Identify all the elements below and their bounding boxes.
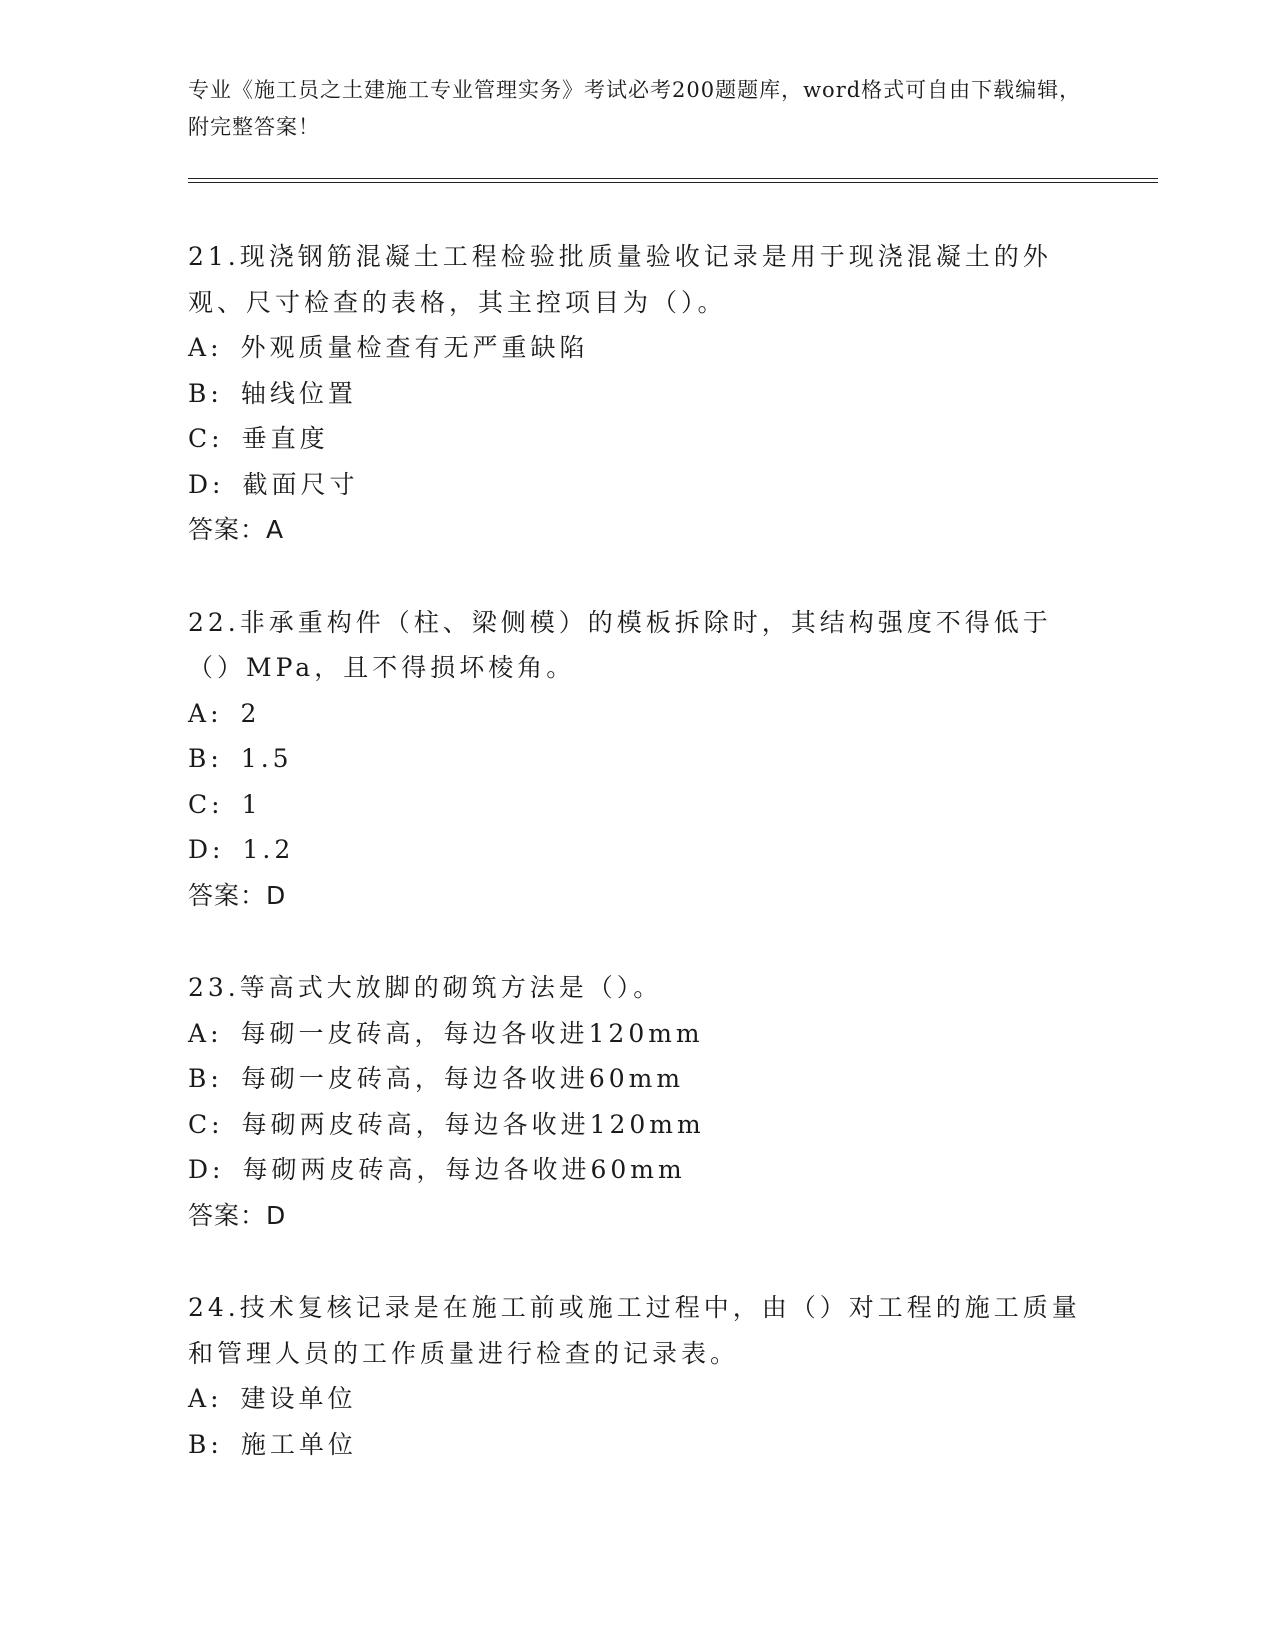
- option-a: [188, 1011, 1088, 1057]
- question-item: [188, 600, 1088, 919]
- option-c: [188, 1102, 1088, 1148]
- option-text: 截面尺寸: [242, 469, 359, 499]
- option-key: A: [188, 333, 211, 362]
- option-b: [188, 371, 1088, 417]
- option-text: 1.2: [242, 835, 295, 864]
- option-a: [188, 691, 1088, 737]
- option-separator: :: [211, 789, 224, 819]
- answer-line: 答案：D: [188, 1200, 287, 1230]
- option-separator: :: [210, 378, 223, 408]
- option-c: [188, 782, 1088, 828]
- option-key: B: [188, 1064, 211, 1093]
- option-text: 1.5: [240, 744, 293, 773]
- option-text: 2: [240, 698, 261, 728]
- question-list: [188, 234, 1088, 1514]
- question-stem: 23.等高式大放脚的砌筑方法是（）。: [188, 973, 663, 1002]
- option-separator: :: [212, 835, 225, 864]
- question-stem: 21.现浇钢筋混凝土工程检验批质量验收记录是用于现浇混凝土的外观、尺寸检查的表格，其主控项目为（）。: [188, 242, 1052, 317]
- question-item: [188, 965, 1088, 1238]
- question-stem: 24.技术复核记录是在施工前或施工过程中，由（）对工程的施工质量和管理人员的工作质量进行检查的记录表。: [188, 1293, 1081, 1368]
- option-text: 每砌一皮砖高，每边各收进60mm: [240, 1064, 685, 1093]
- option-separator: :: [212, 1155, 225, 1184]
- option-separator: :: [211, 424, 224, 453]
- option-b: [188, 736, 1088, 782]
- option-key: A: [188, 1018, 211, 1048]
- option-a: [188, 1376, 1088, 1422]
- option-text: 每砌两皮砖高，每边各收进120mm: [241, 1109, 705, 1139]
- option-key: A: [188, 698, 211, 728]
- option-separator: :: [211, 1109, 224, 1139]
- option-text: 轴线位置: [240, 378, 357, 408]
- option-text: 施工单位: [240, 1429, 357, 1459]
- option-text: 建设单位: [240, 1384, 357, 1413]
- document-header: 专业《施工员之土建施工专业管理实务》考试必考200题题库，word格式可自由下载编辑，附完整答案！: [188, 78, 1082, 139]
- question-stem: 22.非承重构件（柱、梁侧模）的模板拆除时，其结构强度不得低于（）MPa，且不得损坏棱角。: [188, 607, 1052, 682]
- option-key: C: [188, 1109, 212, 1139]
- option-key: D: [188, 835, 213, 864]
- option-a: [188, 325, 1088, 371]
- option-separator: :: [212, 469, 225, 499]
- option-key: D: [188, 469, 213, 499]
- option-separator: :: [210, 1429, 223, 1459]
- question-item: [188, 1285, 1088, 1467]
- option-separator: :: [210, 1064, 223, 1093]
- option-separator: :: [210, 744, 223, 773]
- option-separator: :: [210, 1018, 223, 1048]
- option-separator: :: [210, 698, 223, 728]
- question-item: [188, 234, 1088, 553]
- option-c: [188, 416, 1088, 462]
- option-text: 外观质量检查有无严重缺陷: [240, 333, 589, 362]
- option-text: 每砌两皮砖高，每边各收进60mm: [242, 1155, 686, 1184]
- option-text: 1: [241, 789, 262, 819]
- option-text: 垂直度: [241, 424, 329, 453]
- option-key: B: [188, 378, 211, 408]
- option-d: [188, 462, 1088, 508]
- option-b: [188, 1056, 1088, 1102]
- answer-line: 答案：D: [188, 880, 287, 910]
- option-key: C: [188, 789, 212, 819]
- option-separator: :: [210, 1384, 223, 1413]
- option-key: B: [188, 1429, 211, 1459]
- header-double-rule: [188, 178, 1158, 183]
- option-b: [188, 1422, 1088, 1468]
- option-key: A: [188, 1384, 211, 1413]
- answer-line: 答案：A: [188, 515, 285, 544]
- option-d: [188, 827, 1088, 873]
- option-key: C: [188, 424, 212, 453]
- option-text: 每砌一皮砖高，每边各收进120mm: [240, 1018, 704, 1048]
- option-d: [188, 1147, 1088, 1193]
- option-separator: :: [210, 333, 223, 362]
- option-key: B: [188, 744, 211, 773]
- option-key: D: [188, 1155, 213, 1184]
